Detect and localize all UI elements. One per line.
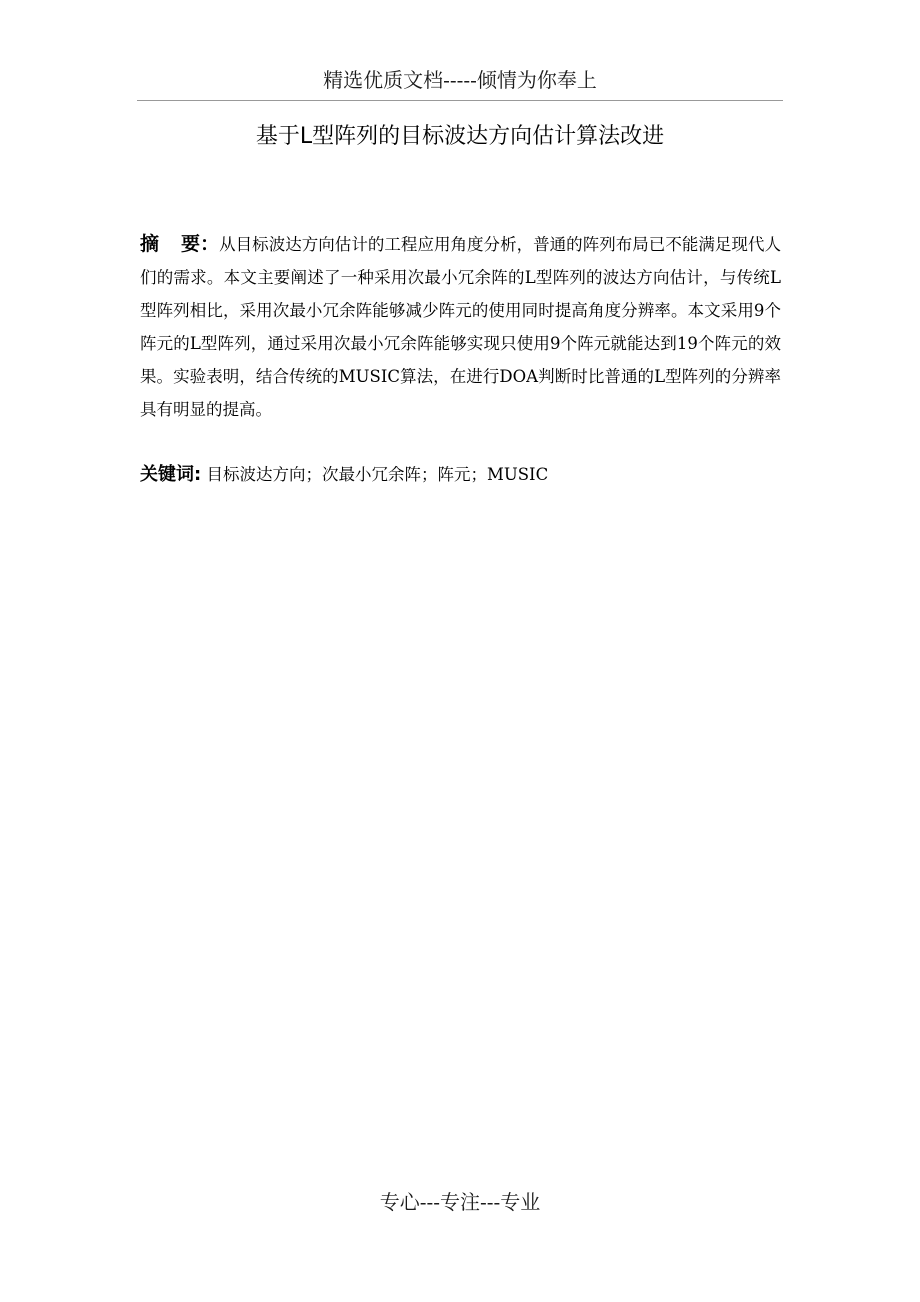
page-header: 精选优质文档-----倾情为你奉上 (323, 68, 597, 92)
abstract-label-part2: 要： (181, 233, 220, 255)
abstract-paragraph (140, 228, 781, 426)
abstract-label-part1: 摘 (140, 233, 160, 255)
document-title: 基于L型阵列的目标波达方向估计算法改进 (255, 124, 665, 149)
keywords-line (140, 458, 781, 491)
header-divider (137, 100, 783, 101)
keywords-label: 关键词: (140, 464, 202, 485)
abstract-label (140, 233, 219, 255)
abstract-text: 从目标波达方向估计的工程应用角度分析，普通的阵列布局已不能满足现代人们的需求。本文主要阐述了一种采用次最小冗余阵的L型阵列的波达方向估计，与传统L型阵列相比，采用次最小冗余阵能够减少阵元的使用同时提高角度分辨率。本文采用9个阵元的L型阵列，通过采用次最小冗余阵能够实现只使用9个阵元就能达到19个阵元的效果。实验表明，结合传统的MUSIC算法，在进行DOA判断时比普通的L型阵列的分辨率具有明显的提高。 (140, 235, 781, 419)
keywords-text: 目标波达方向；次最小冗余阵；阵元；MUSIC (206, 465, 549, 484)
page-footer: 专心---专注---专业 (379, 1190, 541, 1214)
